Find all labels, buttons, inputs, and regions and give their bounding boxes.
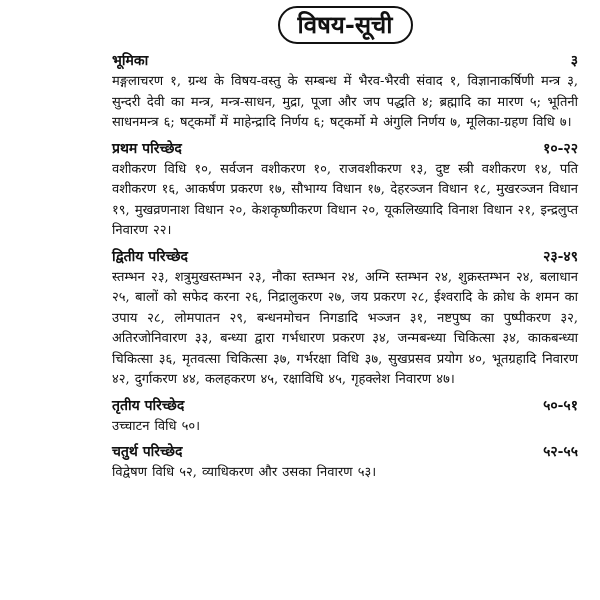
title-box: [112, 0, 578, 46]
section-header: [112, 441, 578, 463]
section-contents: मङ्गलाचरण १, ग्रन्थ के विषय-वस्तु के सम्बन्ध में भैरव-भैरवी संवाद १, विज्ञानाकर्षिणी मन्त्र ३, सुन्दरी देवी का मन्त्र, मन्त्र-साधन, मुद्रा, पूजा और जप पद्धति ४; ब्रह्मादि का मारण ५; भूतिनी साधनमन्त्र ६; षट्कर्मों में माहेन्द्रादि निर्णय ६; षट्कर्मो मे अंगुलि निर्णय ७, मूलिका-ग्रहण विधि ७।: [112, 74, 578, 130]
section-heading: भूमिका: [112, 53, 149, 69]
section-page-range: २३-४९: [543, 248, 578, 265]
section-contents: वशीकरण विधि १०, सर्वजन वशीकरण १०, राजवशीकरण १३, दुष्ट स्त्री वशीकरण १४, पति वशीकरण १६, आकर्षण प्रकरण १७, सौभाग्य विधान १७, देहरञ्जन विधान १८, मुखरञ्जन विधान १९, मुखव्रणनाश विधान २०, केशकृष्णीकरण विधान २०, यूकलिख्यादि विनाश विधान २१, इन्द्रलुप्त निवारण २२।: [112, 161, 578, 238]
toc-section-chapter-4: [112, 441, 578, 484]
section-header: [112, 395, 578, 417]
section-heading: चतुर्थ परिच्छेद: [112, 444, 183, 460]
section-heading: प्रथम परिच्छेद: [112, 140, 182, 157]
toc-section-preface: [112, 50, 578, 134]
section-heading: तृतीय परिच्छेद: [112, 397, 185, 414]
section-header: [112, 50, 578, 72]
section-heading: द्वितीय परिच्छेद: [112, 248, 188, 265]
section-page-range: ३: [570, 53, 578, 69]
page-title: विषय-सूची: [278, 6, 413, 44]
section-page-range: ५०-५१: [543, 397, 578, 414]
section-page-range: ५२-५५: [543, 444, 578, 460]
section-header: [112, 138, 578, 160]
section-contents: उच्चाटन विधि ५०।: [112, 418, 201, 434]
section-contents: विद्वेषण विधि ५२, व्याधिकरण और उसका निवारण ५३।: [112, 465, 377, 480]
toc-section-chapter-2: [112, 246, 578, 391]
section-contents: स्तम्भन २३, शत्रुमुखस्तम्भन २३, नौका स्तम्भन २४, अग्नि स्तम्भन २४, शुक्रस्तम्भन २४, बलाधान २५, बालों को सफेद करना २६, निद्रालुकरण २७, जय प्रकरण २८, ईश्वरादि के क्रोध के शमन का उपाय २८, लोमपातन २९, बन्धनमोचन निगडादि भञ्जन ३१, नष्टपुष्प का पुष्पीकरण ३२, अतिरजोनिवारण ३३, बन्ध्या द्वारा गर्भधारण प्रकरण ३४, जन्मबन्ध्या चिकित्सा ३४, काकबन्ध्या चिकित्सा ३६, मृतवत्सा चिकित्सा ३७, गर्भरक्षा विधि ३७, सुखप्रसव प्रयोग ४०, भूतग्रहादि निवारण ४२, दुर्गाकरण ४४, कलहकरण ४५, रक्षाविधि ४५, गृहक्लेश निवारण ४७।: [112, 269, 578, 387]
toc-section-chapter-3: [112, 395, 578, 438]
section-header: [112, 246, 578, 268]
section-page-range: १०-२२: [543, 140, 578, 157]
toc-section-chapter-1: [112, 138, 578, 242]
